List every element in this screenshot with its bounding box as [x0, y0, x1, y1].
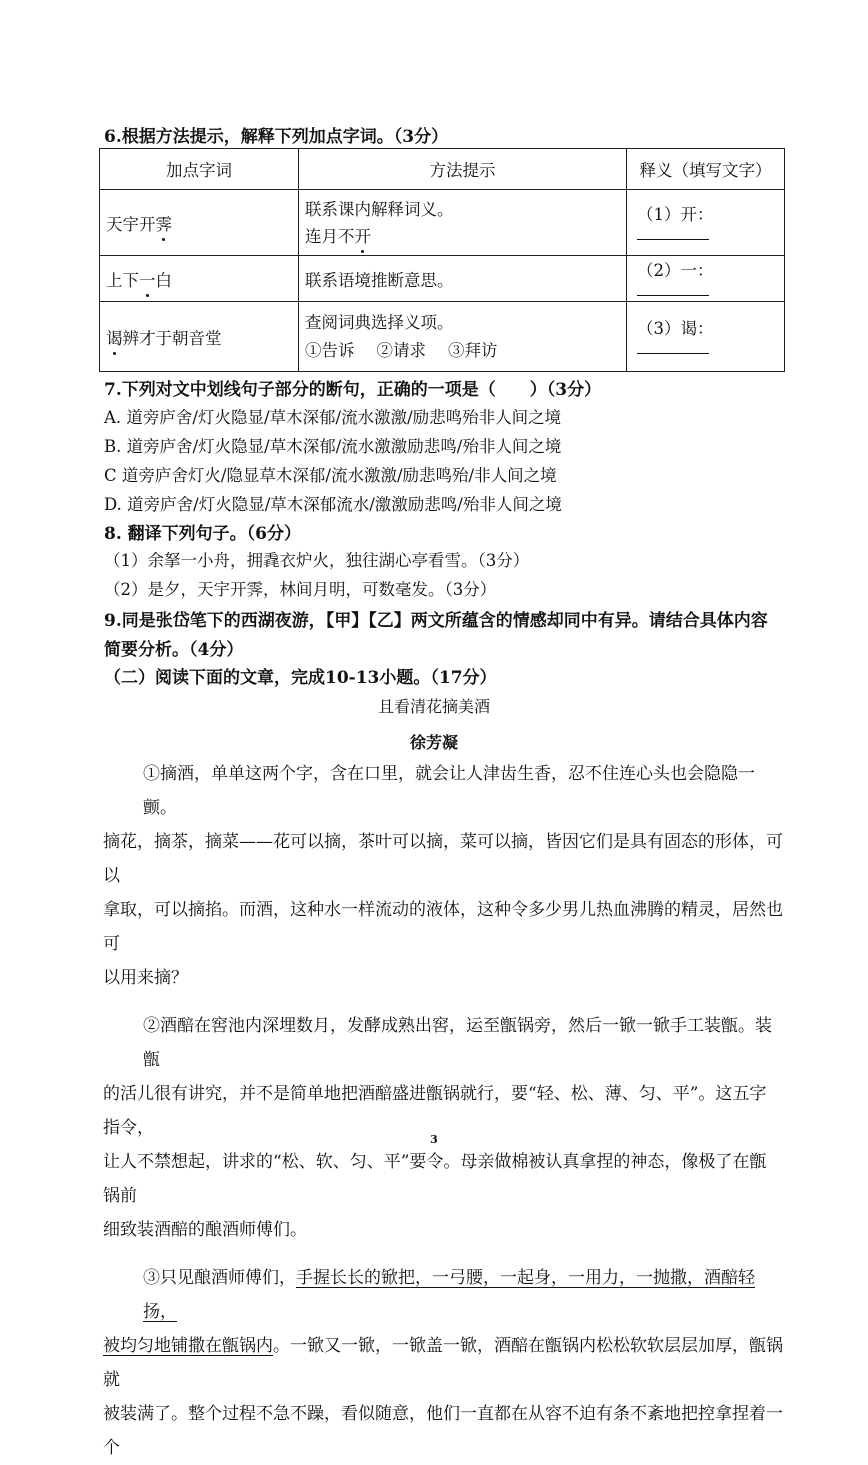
paragraph-2-line: 让人不禁想起，讲求的“松、软、匀、平”要令。母亲做棉被认真拿捏的神态，像极了在甑锅前: [103, 1152, 767, 1206]
paragraph-3-line: 被装满了。整个过程不急不躁，看似随意，他们一直都在从容不迫有条不紊地把控拿捏着一个: [103, 1404, 783, 1458]
section2-title: （二）阅读下面的文章，完成10-13小题。（17分）: [104, 668, 497, 688]
q7-option-a: A. 道旁庐舍/灯火隐显/草木深郁/流水激激/励悲鸣殆非人间之境: [104, 408, 562, 427]
table-row: [100, 256, 785, 302]
table-header-row: [100, 149, 785, 190]
essay-body: [103, 757, 783, 1465]
q8-item-1: （1）余拏一小舟，拥毳衣炉火，独往湖心亭看雪。（3分）: [104, 551, 530, 570]
word-cell: 上下一白: [100, 256, 299, 302]
paragraph-3-line: ③只见酿酒师傅们，手握长长的锨把，一弓腰，一起身，一用力，一抛撒，酒醅轻扬，: [143, 1268, 755, 1322]
answer-cell: （3）谒：: [627, 302, 785, 372]
header-method: 方法提示: [299, 149, 627, 190]
table-row: [100, 190, 785, 256]
dotted-char: 谒: [106, 328, 123, 348]
underlined-sentence: 被均匀地铺撒在甑锅内: [103, 1336, 273, 1356]
answer-cell: （1）开：: [627, 190, 785, 256]
word-cell: 谒辨才于朝音堂: [100, 302, 299, 372]
underlined-sentence: 手握长长的锨把，一弓腰，一起身，一用力，一抛撒，酒醅轻扬，: [143, 1268, 755, 1322]
essay-title: 且看清花摘美酒: [377, 697, 490, 716]
q6-title: 6.根据方法提示，解释下列加点字词。（3分）: [104, 127, 449, 147]
method-cell: 联系语境推断意思。: [299, 256, 627, 302]
q9-line-2: 简要分析。（4分）: [104, 640, 244, 660]
word-cell: 天宇开霁: [100, 190, 299, 256]
answer-blank[interactable]: [637, 339, 709, 354]
paragraph-2-line: ②酒醅在窖池内深埋数月，发酵成熟出窖，运至甑锅旁，然后一锨一锨手工装甑。装甑: [143, 1016, 772, 1070]
dotted-char: 霁: [155, 214, 172, 234]
dotted-char: 开: [354, 226, 371, 246]
answer-cell: （2）一：: [627, 256, 785, 302]
q7-option-d: D. 道旁庐舍/灯火隐显/草木深郁流水/激激励悲鸣/殆非人间之境: [104, 495, 562, 514]
header-meaning: 释义（填写文字）: [627, 149, 785, 190]
q8-item-2: （2）是夕，天宇开霁，林间月明，可数毫发。（3分）: [104, 580, 497, 599]
answer-blank[interactable]: [637, 281, 709, 296]
paragraph-2-line: 的活儿很有讲究，并不是简单地把酒醅盛进甑锅就行，要“轻、松、薄、匀、平”。这五字指令，: [103, 1084, 767, 1138]
q7-option-c: C 道旁庐舍灯火/隐显草木深郁/流水激激/励悲鸣殆/非人间之境: [104, 466, 557, 485]
method-cell: 联系课内解释词义。 连月不开: [299, 190, 627, 256]
q7-option-b: B. 道旁庐舍/灯火隐显/草木深郁/流水激激励悲鸣/殆非人间之境: [104, 437, 562, 456]
answer-blank[interactable]: [637, 225, 709, 240]
table-row: [100, 302, 785, 372]
paragraph-1-line: 摘花，摘茶，摘菜——花可以摘，茶叶可以摘，菜可以摘，皆因它们是具有固态的形体，可以: [103, 832, 783, 886]
paragraph-1-line: 以用来摘？: [103, 968, 188, 988]
q6-table: [99, 148, 785, 372]
q8-title: 8. 翻译下列句子。（6分）: [104, 524, 301, 544]
method-cell: 查阅词典选择义项。 ①告诉 ②请求 ③拜访: [299, 302, 627, 372]
paragraph-1-line: ①摘酒，单单这两个字，含在口里，就会让人津齿生香，忍不住连心头也会隐隐一颤。: [143, 764, 755, 818]
dotted-char: 一: [139, 270, 156, 290]
header-word: 加点字词: [100, 149, 299, 190]
paragraph-2-line: 细致装酒醅的酿酒师傅们。: [103, 1220, 307, 1240]
q9-line-1: 9.同是张岱笔下的西湖夜游，【甲】【乙】两文所蕴含的情感却同中有异。请结合具体内容: [104, 611, 768, 631]
essay-author: 徐芳凝: [409, 733, 458, 752]
paragraph-1-line: 拿取，可以摘掐。而酒，这种水一样流动的液体，这种令多少男儿热血沸腾的精灵，居然也可: [103, 900, 783, 954]
paragraph-3-line: 被均匀地铺撒在甑锅内。一锨又一锨，一锨盖一锨，酒醅在甑锅内松松软软层层加厚，甑锅就: [103, 1336, 783, 1390]
page-number: 3: [430, 1133, 438, 1146]
q7-title: 7.下列对文中划线句子部分的断句，正确的一项是（ ）（3分）: [104, 380, 602, 400]
